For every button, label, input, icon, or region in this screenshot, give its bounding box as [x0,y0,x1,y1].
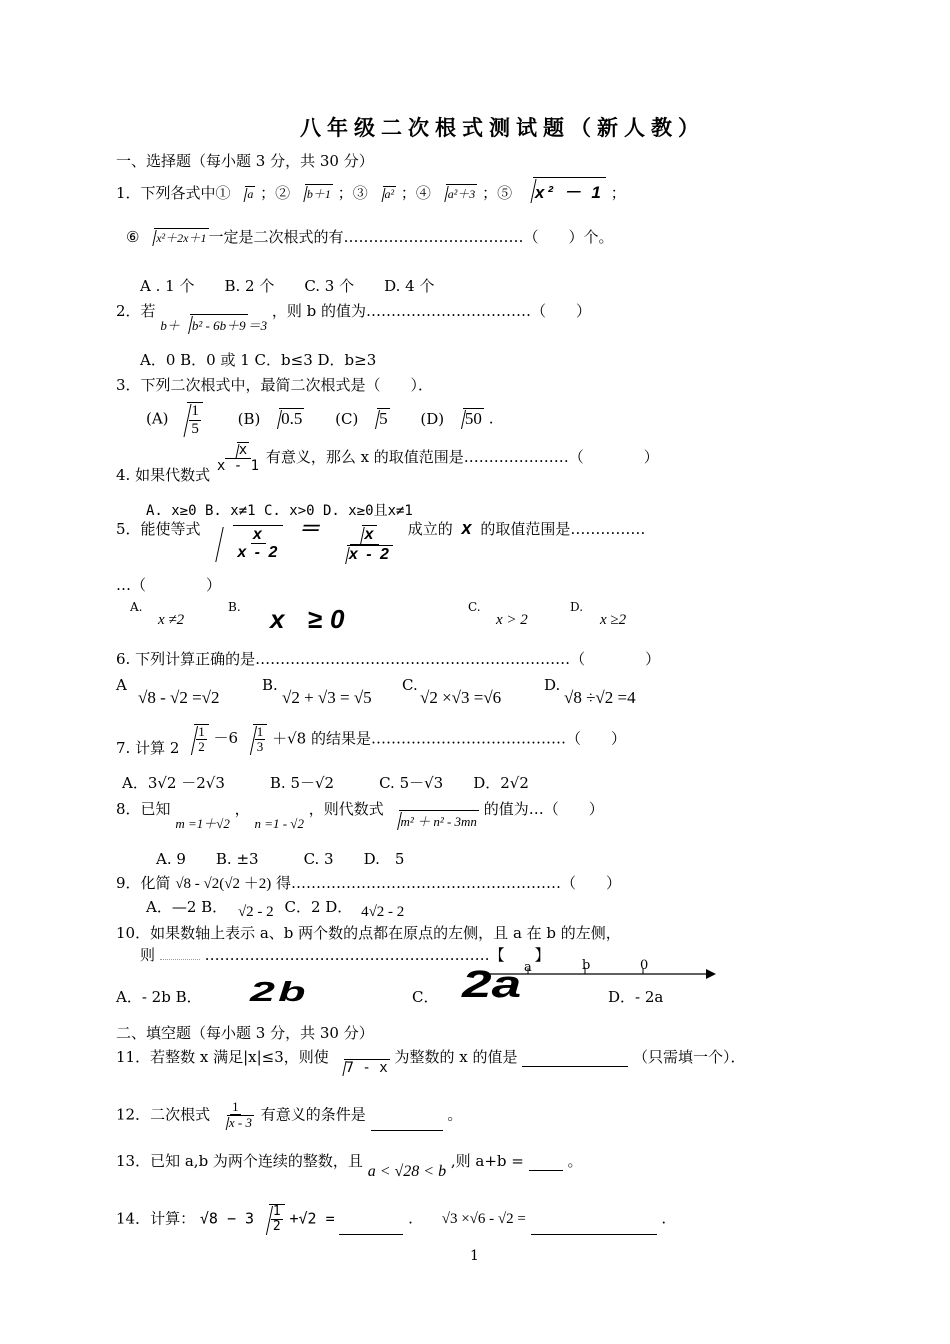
q10-option-a: A．- 2b B． [116,988,202,1006]
q14-answer-blank-2[interactable] [531,1216,657,1235]
q6-option-a-label: A [116,676,127,694]
q6-option-c-label: C. [402,676,418,694]
q13-expr: a < √28 < b [367,1163,447,1180]
q6-option-b: √2 + √3 = √5 [282,688,372,707]
question-8: 8．已知 m =1＋√2 ， n =1 - √2 ，则代数式 m² ＋ n² - 3mn 的值为…（ ） [116,800,604,831]
q8-m-expr: m =1＋√2 [175,816,230,831]
q3-option-b: 0.5 [269,408,304,429]
q8-mid: ，则代数式 [308,800,384,818]
q7-sqrt-third: $\frac{1}{3}$ [243,724,268,755]
q9-option-d: 4√2 - 2 [361,904,405,920]
q5-tail-2: 的取值范围是…………… [480,520,646,538]
q11-stem: 11．若整数 x 满足|x|≤3，则使 [116,1048,329,1066]
question-3-stem: 3．下列二次根式中，最简二次根式是（ ）． [116,376,434,394]
number-line [480,956,720,996]
question-3-options [146,402,493,437]
q9-stem: 9．化简 [116,874,171,892]
q5-stem: 5．能使等式 [116,520,201,538]
q1-end: ； [610,184,626,202]
q13-tail: ,则 a+b = [450,1152,524,1170]
q14-stem: 14．计算： [116,1209,196,1228]
q9-option-c: C．2 D． [284,898,353,916]
q2-expr: b＋ b² - 6b＋9 ＝3 [160,318,267,333]
q5-option-c: x > 2 [496,612,528,628]
q14-sqrt-half: $\frac{1}{2}$ [259,1204,285,1235]
question-14 [116,1204,666,1235]
q5-option-d: x ≥2 [600,612,627,628]
q6-option-d: √8 ÷√2 =4 [564,688,636,707]
section-1-heading: 一、选择题（每小题 3 分，共 30 分） [116,152,374,170]
q5-option-d-label: D. [570,600,584,614]
q14-expr-a: √8 − 3 [199,1209,255,1228]
question-5 [116,516,646,563]
q5-tail: 成立的 [407,520,453,538]
q3-option-a: $\frac{1}{5}$ [177,402,203,437]
q3-option-c-label: (C) [335,409,359,428]
q9-option-b: √2 - 2 [237,904,274,920]
q9-options [146,896,405,920]
q5-left-expr: $\frac{x}{x - 2}$ [209,525,283,562]
q6-option-c: √2 ×√3 =√6 [420,688,502,707]
q4-fraction: $\frac{x}{x - 1}$ [216,442,260,475]
question-4 [116,442,659,485]
q5-equals: ＝ [298,516,321,541]
q2-tail: ，则 b 的值为……………………………（ ） [271,302,592,320]
q8-tail: 的值为…（ ） [483,800,604,818]
question-1 [116,177,626,203]
q3-option-d-label: (D) [420,409,445,428]
q3-option-d: 50 [453,408,484,429]
q11-tail2: （只需填一个）． [633,1048,746,1066]
q1-stem: 1．下列各式中① [116,184,231,202]
question-6-stem: 6. 下列计算正确的是………………………………………………………（ ） [116,650,661,668]
q5-option-a-label: A. [130,600,143,614]
q8-n-expr: n =1 - √2 [254,816,304,831]
q11-answer-blank[interactable] [522,1048,628,1067]
q8-expr: m² ＋ n² - 3mn [389,810,479,830]
question-12 [116,1100,462,1131]
q12-stem: 12．二次根式 [116,1105,211,1124]
q11-tail: 为整数的 x 的值是 [394,1048,518,1066]
q1-sep-4: ；④ [400,184,431,202]
q10-blank-expr [160,949,200,960]
q10-line2: 则 [140,946,156,964]
q5-option-c-label: C. [468,600,481,614]
question-10-stem: 10．如果数轴上表示 a、b 两个数的点都在原点的左侧，且 a 在 b 的左侧， [116,924,621,942]
q5-right-expr: $\frac{x}{x - 2}$ [335,525,395,563]
q7-options: A．3√2 －2√3 B. 5－√2 C. 5－√3 D．2√2 [122,774,529,792]
page-title: 八年级二次根式测试题（新人教） [300,115,705,140]
q9-tail: 得………………………………………………（ ） [276,874,622,892]
question-11 [116,1046,746,1076]
q10-option-d: D．- 2a [608,988,664,1006]
q14-expr-c: √3 ×√6 - √2 = [441,1211,526,1228]
q6-option-a: √8 - √2 =√2 [138,688,220,707]
q1-sep-2: ；② [260,184,291,202]
q14-answer-blank-1[interactable] [339,1216,403,1235]
q4-options: A. x≥0 B. x≠1 C. x>0 D. x≥0且x≠1 [146,503,413,519]
q7-tail: ＋√8 的结果是…………………………………（ ） [272,729,626,748]
q3-option-a-label: (A) [146,409,169,428]
q1-sep-3: ；③ [337,184,368,202]
q12-answer-blank[interactable] [371,1112,443,1131]
q5-variable: x [461,518,472,538]
q8-options: A. 9 B. ±3 C. 3 D. 5 [156,850,405,868]
q13-answer-blank[interactable] [529,1152,563,1171]
page-number: 1 [470,1248,479,1264]
q14-end: . [661,1209,667,1228]
q12-end: 。 [447,1105,463,1124]
q2-stem: 2．若 [116,302,156,320]
question-7 [116,724,626,758]
q1-sep-5: ；⑤ [482,184,513,202]
q1-mark-6: ⑥ [126,228,140,246]
q1-expr-2: b＋1 [295,184,333,202]
number-line-a: a [524,960,532,975]
q1-options: A . 1 个 B. 2 个 C. 3 个 D. 4 个 [140,277,435,295]
question-9 [116,872,621,893]
q9-options-a: A．—2 B． [146,898,228,916]
q14-expr-b: +√2 = [289,1209,335,1228]
question-1-line-2 [126,226,614,247]
q5-option-b: x ≥0 [270,604,353,634]
q6-option-b-label: B. [262,676,278,694]
question-2 [116,300,592,333]
number-line-0: 0 [640,958,649,973]
q2-options: A．0 B．0 或 1 C．b≤3 D．b≥3 [140,351,377,369]
q4-stem: 4. 如果代数式 [116,466,211,485]
q1-expr-4: a²＋3 [436,184,478,202]
q10-option-c: 2a [462,964,522,1006]
q12-tail: 有意义的条件是 [260,1105,366,1124]
q1-expr-6: x²＋2x＋1 [144,228,208,246]
question-13 [116,1150,583,1180]
q14-dot: . [408,1209,413,1228]
q4-tail: 有意义，那么 x 的取值范围是…………………（ ） [265,448,659,467]
q3-option-c: 5 [367,408,390,429]
q6-option-d-label: D. [544,676,561,694]
q13-end: 。 [567,1152,583,1170]
q10-option-c-label: C． [412,988,439,1006]
q13-stem: 13．已知 a,b 为两个连续的整数，且 [116,1152,363,1170]
q5-option-a: x ≠2 [158,612,185,628]
q7-stem: 7. 计算 2 [116,739,180,758]
number-line-b: b [582,958,591,973]
q3-end: . [488,409,494,428]
q5-line-2: …（ ） [116,576,222,594]
q7-mid: －6 [213,729,239,748]
q1-line2-text: 一定是二次根式的有………………………………（ ）个。 [208,228,614,246]
q8-stem: 8．已知 [116,800,171,818]
q1-expr-5: x² － 1 [523,177,606,203]
q9-expr: √8 - √2(√2 ＋2) [175,876,272,892]
q12-fraction: $\frac{1}{x - 3}$ [215,1100,256,1131]
q1-expr-1: a [235,186,255,202]
q1-expr-3: a² [373,186,397,202]
q3-option-b-label: (B) [237,409,261,428]
q5-option-b-label: B. [228,600,241,614]
q10-dots: …………………………………………………【 】 [204,946,550,964]
section-2-heading: 二、填空题（每小题 3 分，共 30 分） [116,1024,374,1042]
q7-sqrt-half: $\frac{1}{2}$ [184,724,209,755]
q10-option-b: 2b [250,976,309,1007]
q11-expr: 7 - x [334,1059,390,1076]
